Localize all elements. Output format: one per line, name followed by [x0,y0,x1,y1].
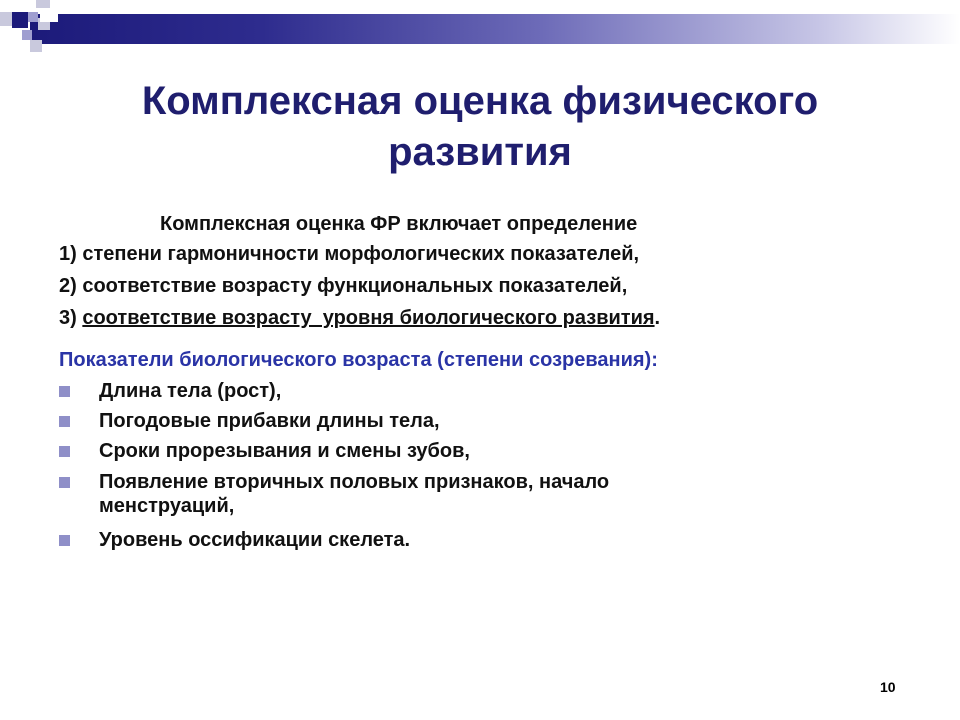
slide-title-line1: Комплексная оценка физического [141,79,819,123]
list-item [59,528,879,552]
slide-title [40,76,920,178]
square-bullet-icon [59,446,70,457]
subheading: Показатели биологического возраста (степени созревания): [59,349,658,371]
list-item [59,470,879,518]
list-item [59,409,879,433]
criterion-3-suffix: . [654,307,661,329]
header-gradient-bar [30,14,960,44]
criterion-1: 1) степени гармоничности морфологических показателей, [59,243,640,265]
decor-square [0,12,12,26]
list-item-text-line2: менструаций, [99,495,235,517]
slide-title-line2: развития [388,130,572,174]
intro-text: Комплексная оценка ФР включает определение [160,213,638,235]
page-number: 10 [880,679,896,695]
decor-square [30,40,42,52]
square-bullet-icon [59,386,70,397]
square-bullet-icon [59,535,70,546]
list-item [59,439,879,463]
decor-square [36,0,50,8]
list-item-text-line1: Появление вторичных половых признаков, начало [99,471,610,493]
square-bullet-icon [59,416,70,427]
decor-square [28,12,38,22]
decor-square [12,0,24,12]
list-item-text: Длина тела (рост), [99,380,282,402]
list-item [59,379,879,403]
criterion-3-underlined: соответствие возрасту уровня биологического развития [82,307,655,329]
list-item-text: Сроки прорезывания и смены зубов, [99,440,470,462]
criterion-3-prefix: 3) [59,307,83,329]
decor-square [22,30,32,40]
square-bullet-icon [59,477,70,488]
list-item-text: Уровень оссификации скелета. [99,529,411,551]
criterion-2: 2) соответствие возрасту функциональных показателей, [59,275,628,297]
list-item-text: Погодовые прибавки длины тела, [99,410,440,432]
decor-square [12,12,28,28]
criterion-3 [59,306,660,330]
decor-square [12,44,26,52]
decor-square [40,14,58,22]
